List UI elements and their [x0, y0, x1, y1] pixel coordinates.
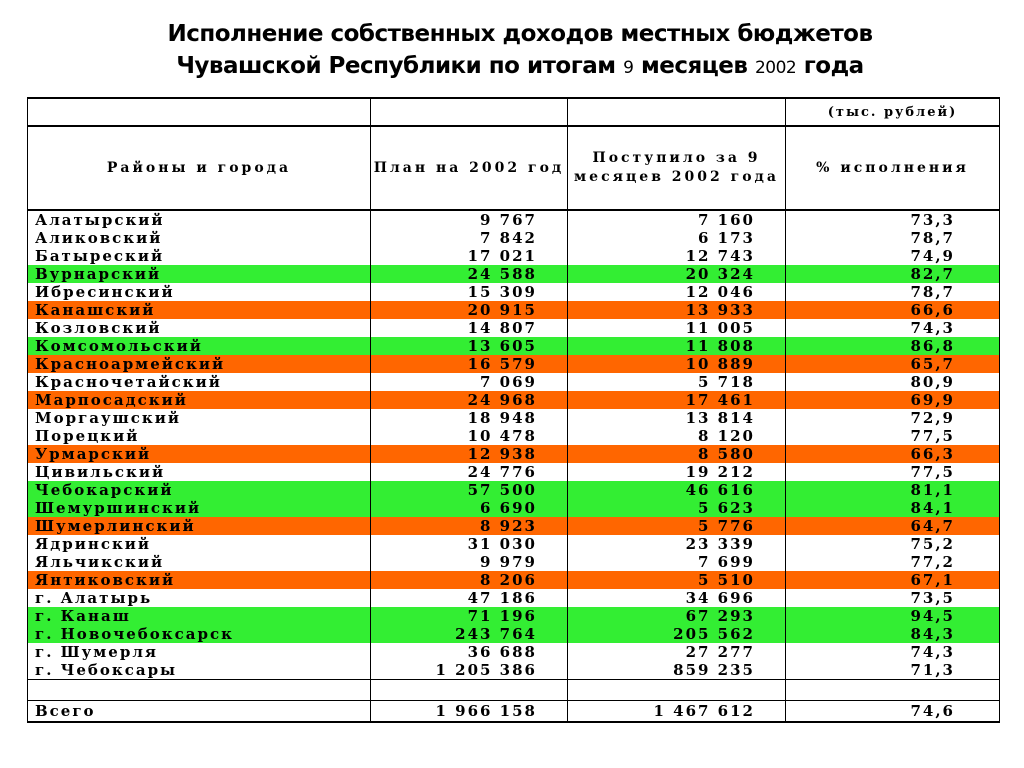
- header-plan: План на 2002 год: [371, 126, 568, 210]
- district-name: Чебокарский: [28, 481, 371, 499]
- received-value: 5 623: [568, 499, 786, 517]
- district-name: г. Чебоксары: [28, 661, 371, 680]
- district-name: г. Канаш: [28, 607, 371, 625]
- received-value: 12 743: [568, 247, 786, 265]
- table-row: [28, 427, 1000, 445]
- table-row: [28, 607, 1000, 625]
- received-value: 7 699: [568, 553, 786, 571]
- header-row: [28, 126, 1000, 210]
- plan-value: 6 690: [371, 499, 568, 517]
- received-value: 19 212: [568, 463, 786, 481]
- district-name: г. Алатырь: [28, 589, 371, 607]
- percent-value: 72,9: [786, 409, 1000, 427]
- table-row: [28, 517, 1000, 535]
- plan-value: 20 915: [371, 301, 568, 319]
- district-name: Вурнарский: [28, 265, 371, 283]
- table-row: [28, 283, 1000, 301]
- percent-value: 77,5: [786, 463, 1000, 481]
- total-received: 1 467 612: [568, 701, 786, 723]
- received-value: 8 120: [568, 427, 786, 445]
- budget-table: [27, 97, 1000, 723]
- percent-value: 84,1: [786, 499, 1000, 517]
- plan-value: 7 069: [371, 373, 568, 391]
- plan-value: 15 309: [371, 283, 568, 301]
- plan-value: 24 588: [371, 265, 568, 283]
- plan-value: 8 923: [371, 517, 568, 535]
- table-row: [28, 661, 1000, 680]
- received-value: 13 814: [568, 409, 786, 427]
- title-line-1: Исполнение собственных доходов местных бюджетов: [167, 21, 873, 47]
- plan-value: 57 500: [371, 481, 568, 499]
- district-name: Комсомольский: [28, 337, 371, 355]
- received-value: 8 580: [568, 445, 786, 463]
- percent-value: 94,5: [786, 607, 1000, 625]
- plan-value: 16 579: [371, 355, 568, 373]
- received-value: 12 046: [568, 283, 786, 301]
- plan-value: 9 767: [371, 210, 568, 229]
- spacer-cell: [371, 680, 568, 701]
- page-title: [0, 18, 1024, 84]
- district-name: Цивильский: [28, 463, 371, 481]
- spacer-cell: [28, 680, 371, 701]
- plan-value: 36 688: [371, 643, 568, 661]
- district-name: Моргаушский: [28, 409, 371, 427]
- percent-value: 78,7: [786, 283, 1000, 301]
- district-name: Янтиковский: [28, 571, 371, 589]
- header-districts: Районы и города: [28, 126, 371, 210]
- plan-value: 14 807: [371, 319, 568, 337]
- district-name: Порецкий: [28, 427, 371, 445]
- plan-value: 31 030: [371, 535, 568, 553]
- plan-value: 71 196: [371, 607, 568, 625]
- percent-value: 77,2: [786, 553, 1000, 571]
- district-name: Яльчикский: [28, 553, 371, 571]
- district-name: Алатырский: [28, 210, 371, 229]
- table-row: [28, 535, 1000, 553]
- received-value: 205 562: [568, 625, 786, 643]
- spacer-cell: [786, 680, 1000, 701]
- title-line-2-part-3: года: [803, 53, 864, 79]
- district-name: Батыреский: [28, 247, 371, 265]
- percent-value: 73,3: [786, 210, 1000, 229]
- unit-row: [28, 98, 1000, 126]
- percent-value: 80,9: [786, 373, 1000, 391]
- district-name: Шумерлинский: [28, 517, 371, 535]
- percent-value: 84,3: [786, 625, 1000, 643]
- plan-value: 47 186: [371, 589, 568, 607]
- received-value: 6 173: [568, 229, 786, 247]
- district-name: Ибресинский: [28, 283, 371, 301]
- header-received: Поступило за 9 месяцев 2002 года: [568, 126, 786, 210]
- plan-value: 7 842: [371, 229, 568, 247]
- percent-value: 74,9: [786, 247, 1000, 265]
- district-name: г. Шумерля: [28, 643, 371, 661]
- percent-value: 78,7: [786, 229, 1000, 247]
- title-line-2-months-number: 9: [623, 58, 634, 78]
- unit-row-empty-cell: [28, 98, 371, 126]
- percent-value: 64,7: [786, 517, 1000, 535]
- percent-value: 75,2: [786, 535, 1000, 553]
- title-line-2-part-2: месяцев: [640, 53, 748, 79]
- plan-value: 8 206: [371, 571, 568, 589]
- received-value: 13 933: [568, 301, 786, 319]
- plan-value: 1 205 386: [371, 661, 568, 680]
- plan-value: 17 021: [371, 247, 568, 265]
- title-line-2-year: 2002: [754, 58, 797, 78]
- percent-value: 66,6: [786, 301, 1000, 319]
- plan-value: 10 478: [371, 427, 568, 445]
- table-row: [28, 643, 1000, 661]
- received-value: 27 277: [568, 643, 786, 661]
- table-row: [28, 265, 1000, 283]
- unit-row-empty-cell: [568, 98, 786, 126]
- title-line-2: [0, 50, 1024, 84]
- total-row: [28, 701, 1000, 723]
- percent-value: 82,7: [786, 265, 1000, 283]
- spacer-cell: [568, 680, 786, 701]
- table-row: [28, 355, 1000, 373]
- district-name: г. Новочебоксарск: [28, 625, 371, 643]
- unit-label: (тыс. рублей): [786, 98, 1000, 126]
- received-value: 23 339: [568, 535, 786, 553]
- table-row: [28, 337, 1000, 355]
- district-name: Шемуршинский: [28, 499, 371, 517]
- district-name: Урмарский: [28, 445, 371, 463]
- district-name: Красноармейский: [28, 355, 371, 373]
- percent-value: 77,5: [786, 427, 1000, 445]
- percent-value: 81,1: [786, 481, 1000, 499]
- table-row: [28, 409, 1000, 427]
- percent-value: 67,1: [786, 571, 1000, 589]
- received-value: 5 776: [568, 517, 786, 535]
- table-row: [28, 481, 1000, 499]
- table-row: [28, 571, 1000, 589]
- title-line-2-part-1: Чувашской Республики по итогам: [176, 53, 616, 79]
- district-name: Аликовский: [28, 229, 371, 247]
- plan-value: 243 764: [371, 625, 568, 643]
- table-row: [28, 247, 1000, 265]
- received-value: 67 293: [568, 607, 786, 625]
- table-row: [28, 229, 1000, 247]
- plan-value: 24 776: [371, 463, 568, 481]
- received-value: 20 324: [568, 265, 786, 283]
- received-value: 5 718: [568, 373, 786, 391]
- received-value: 5 510: [568, 571, 786, 589]
- received-value: 17 461: [568, 391, 786, 409]
- plan-value: 24 968: [371, 391, 568, 409]
- total-label: Всего: [28, 701, 371, 723]
- percent-value: 65,7: [786, 355, 1000, 373]
- received-value: 10 889: [568, 355, 786, 373]
- table-row: [28, 373, 1000, 391]
- received-value: 46 616: [568, 481, 786, 499]
- district-name: Ядринский: [28, 535, 371, 553]
- received-value: 34 696: [568, 589, 786, 607]
- received-value: 11 808: [568, 337, 786, 355]
- plan-value: 18 948: [371, 409, 568, 427]
- percent-value: 74,3: [786, 319, 1000, 337]
- table-row: [28, 553, 1000, 571]
- plan-value: 12 938: [371, 445, 568, 463]
- header-percent: % исполнения: [786, 126, 1000, 210]
- table-row: [28, 210, 1000, 229]
- spacer-row: [28, 680, 1000, 701]
- received-value: 7 160: [568, 210, 786, 229]
- table-row: [28, 301, 1000, 319]
- table-row: [28, 499, 1000, 517]
- district-name: Красночетайский: [28, 373, 371, 391]
- percent-value: 86,8: [786, 337, 1000, 355]
- percent-value: 73,5: [786, 589, 1000, 607]
- plan-value: 13 605: [371, 337, 568, 355]
- table-row: [28, 319, 1000, 337]
- plan-value: 9 979: [371, 553, 568, 571]
- table-row: [28, 445, 1000, 463]
- percent-value: 74,3: [786, 643, 1000, 661]
- total-percent: 74,6: [786, 701, 1000, 723]
- district-name: Марпосадский: [28, 391, 371, 409]
- unit-row-empty-cell: [371, 98, 568, 126]
- received-value: 11 005: [568, 319, 786, 337]
- table-row: [28, 391, 1000, 409]
- table-row: [28, 589, 1000, 607]
- district-name: Канашский: [28, 301, 371, 319]
- table-row: [28, 463, 1000, 481]
- received-value: 859 235: [568, 661, 786, 680]
- table-row: [28, 625, 1000, 643]
- district-name: Козловский: [28, 319, 371, 337]
- percent-value: 66,3: [786, 445, 1000, 463]
- total-plan: 1 966 158: [371, 701, 568, 723]
- percent-value: 71,3: [786, 661, 1000, 680]
- percent-value: 69,9: [786, 391, 1000, 409]
